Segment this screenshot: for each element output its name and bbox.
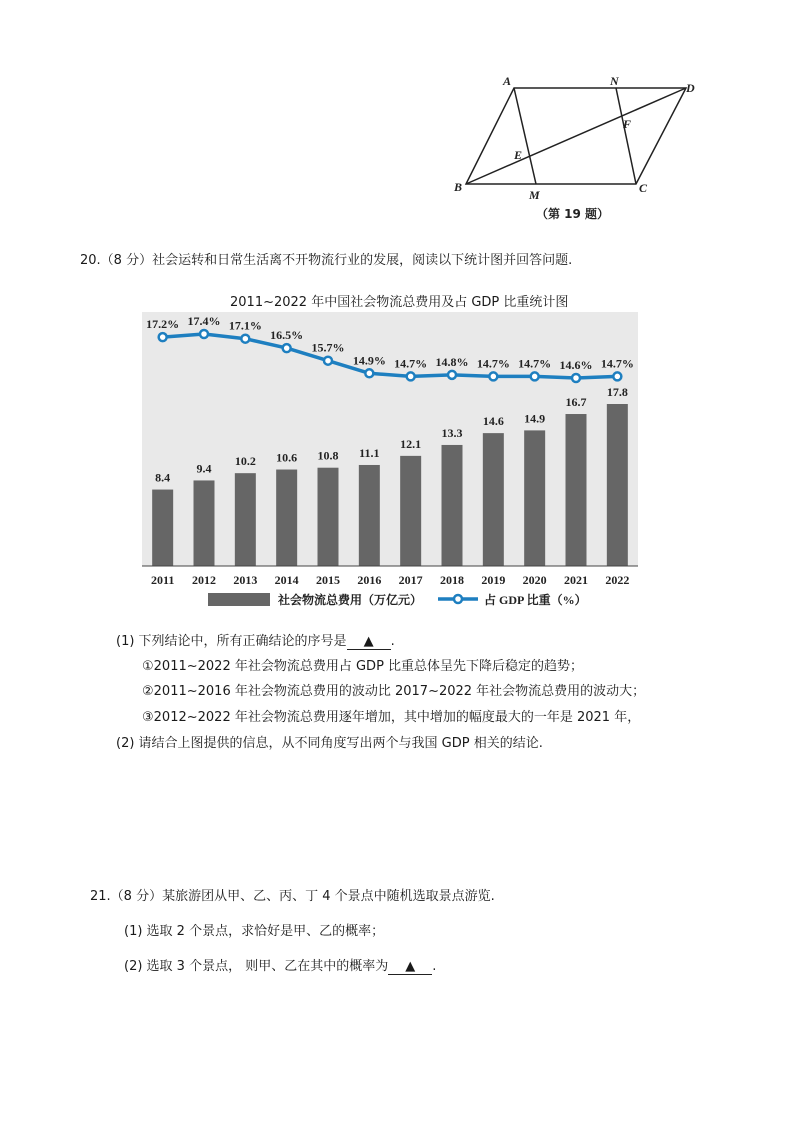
gdp-point-2013 [241,335,249,343]
legend-bar-label: 社会物流总费用（万亿元） [278,593,423,607]
gdp-point-2019 [489,372,497,380]
gdp-label-2018: 14.8% [435,354,469,369]
label-d: D [686,81,695,95]
bar-label-2019: 14.6 [482,414,504,429]
bar-label-2021: 16.7 [565,395,587,410]
label-m: M [529,188,540,202]
q21-stem: 21.（8 分）某旅游团从甲、乙、丙、丁 4 个景点中随机选取景点游览. [90,889,495,904]
bar-label-2018: 13.3 [441,425,463,440]
x-tick-2021: 2021 [564,573,588,587]
gdp-label-2015: 15.7% [311,340,345,355]
bar-2014 [276,470,297,566]
gdp-label-2022: 14.7% [600,356,634,371]
gdp-point-2014 [283,344,291,352]
bar-2011 [152,490,173,566]
x-tick-2016: 2016 [357,573,382,587]
chart-title: 2011~2022 年中国社会物流总费用及占 GDP 比重统计图 [230,295,569,310]
bar-2021 [566,414,587,566]
q20-answer-blank[interactable]: ▲ [347,634,391,650]
gdp-label-2012: 17.4% [187,314,221,328]
bar-label-2013: 10.2 [234,454,256,469]
gdp-point-2015 [324,357,332,365]
x-tick-2019: 2019 [481,573,506,587]
q21-part1: (1) 选取 2 个景点，求恰好是甲、乙的概率； [124,924,385,939]
x-tick-2014: 2014 [274,573,299,587]
bar-2015 [318,468,339,566]
geometry-figure [440,72,710,230]
bar-2022 [607,404,628,566]
q20-part1-suffix: . [390,634,395,649]
gdp-label-2011: 17.2% [146,317,180,332]
chart-plot-area [142,312,638,566]
gdp-label-2017: 14.7% [394,356,428,371]
label-a: A [503,74,512,88]
q20-part1-prefix: (1) 下列结论中，所有正确结论的序号是 [116,634,347,649]
gdp-point-2017 [407,372,415,380]
legend-bar-swatch [208,593,270,606]
q20-option-2: ②2011~2016 年社会物流总费用的波动比 2017~2022 年社会物流总费用的波动大； [142,684,646,699]
x-tick-2018: 2018 [440,573,464,587]
x-tick-2011: 2011 [150,573,175,587]
label-c: C [639,181,648,195]
figure-caption: （第 19 题） [536,207,610,221]
bar-label-2014: 10.6 [276,450,298,465]
bar-label-2022: 17.8 [606,385,628,399]
label-b: B [454,180,463,194]
bar-label-2017: 12.1 [400,436,422,451]
q20-option-1: ①2011~2022 年社会物流总费用占 GDP 比重总体呈先下降后稳定的趋势； [142,659,584,674]
bar-2019 [483,433,504,566]
gdp-point-2016 [365,369,373,377]
x-tick-2015: 2015 [316,573,340,587]
bar-2012 [194,480,215,566]
q20-part1 [116,630,395,650]
label-f: F [623,117,632,131]
gdp-point-2012 [200,330,208,338]
bar-label-2020: 14.9 [524,411,546,426]
bar-label-2015: 10.8 [317,448,339,463]
legend-line-marker [454,595,462,603]
gdp-label-2014: 16.5% [270,328,304,343]
q21-answer-blank[interactable]: ▲ [388,959,432,975]
gdp-label-2021: 14.6% [559,358,593,372]
bar-2013 [235,473,256,566]
q21-part2 [124,955,436,975]
gdp-point-2011 [159,333,167,341]
segment-nc [616,88,636,184]
diagonal-bd [466,88,686,184]
x-tick-2022: 2022 [605,573,630,587]
gdp-point-2022 [613,372,621,380]
bar-label-2011: 8.4 [155,470,171,485]
gdp-label-2013: 17.1% [228,318,262,333]
bar-label-2016: 11.1 [359,445,380,460]
label-e: E [514,148,523,162]
gdp-label-2016: 14.9% [352,353,386,368]
gdp-point-2018 [448,371,456,379]
q20-option-3: ③2012~2022 年社会物流总费用逐年增加，其中增加的幅度最大的一年是 2021 年， [142,710,641,725]
bar-label-2012: 9.4 [196,461,212,476]
q20-stem: 20.（8 分）社会运转和日常生活离不开物流行业的发展，阅读以下统计图并回答问题. [80,253,573,268]
q21-part2-prefix: (2) 选取 3 个景点， 则甲、乙在其中的概率为 [124,959,389,974]
label-n: N [610,74,619,88]
bar-2018 [442,445,463,566]
bar-2017 [400,456,421,566]
gdp-label-2019: 14.7% [476,356,510,371]
bar-2020 [524,430,545,566]
gdp-point-2020 [531,372,539,380]
legend-line-label: 占 GDP 比重（%） [484,593,587,607]
gdp-label-2020: 14.7% [518,356,552,371]
segment-am [514,88,536,184]
logistics-chart [138,308,642,612]
x-tick-2013: 2013 [233,573,258,587]
gdp-point-2021 [572,374,580,382]
q20-part2: (2) 请结合上图提供的信息，从不同角度写出两个与我国 GDP 相关的结论. [116,736,543,751]
bar-2016 [359,465,380,566]
q21-part2-suffix: . [432,959,437,974]
x-tick-2012: 2012 [192,573,216,587]
x-tick-2020: 2020 [522,573,547,587]
x-tick-2017: 2017 [398,573,423,587]
